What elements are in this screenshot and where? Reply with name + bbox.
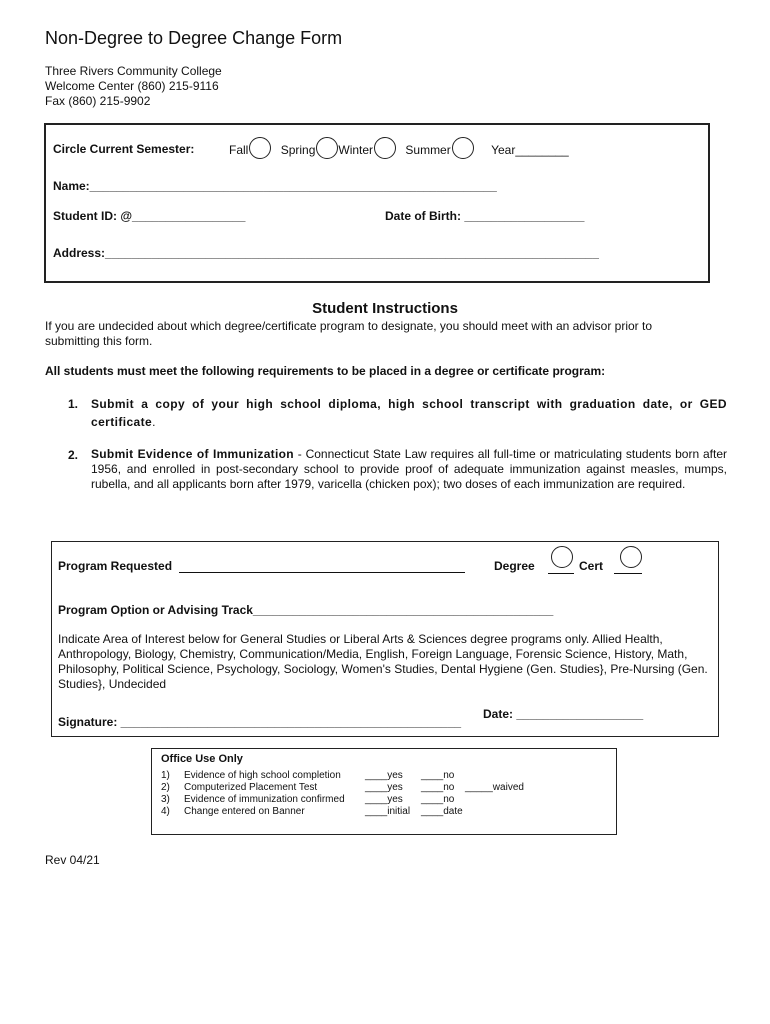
area-of-interest-text: Indicate Area of Interest below for General Studies or Liberal Arts & Sciences degree programs only. Allied Health, Anthropology, Biology, Chemistry, Communication/Media, English, Foreign Language, Forensic Science, History, Math, Philosophy, Political Science, Psychology, Sociology, Women's Studies, Dental Hygiene (Gen. Studies}, Pre-Nursing (Gen. Studies}, Undecided (58, 632, 708, 691)
fax-number: Fax (860) 215-9902 (45, 94, 151, 108)
item1-number: 1. (68, 397, 79, 411)
address-field[interactable]: Address:__________________________________________________________________________ (53, 246, 599, 260)
office-use-box (151, 748, 617, 835)
program-requested-label: Program Requested (58, 559, 173, 573)
program-option-field[interactable]: Program Option or Advising Track_____________________________________________ (58, 603, 554, 617)
form-title: Non-Degree to Degree Change Form (45, 28, 343, 48)
office-num-4: 4) (161, 806, 170, 817)
cert-circle[interactable] (620, 546, 642, 568)
cert-option[interactable] (614, 544, 642, 574)
office-initial-4[interactable]: ____initial (365, 806, 411, 817)
office-no-3[interactable]: ____no (421, 794, 455, 805)
office-yes-2[interactable]: ____yes (365, 782, 403, 793)
office-num-2: 2) (161, 782, 170, 793)
name-field[interactable]: Name:_____________________________________________________________ (53, 179, 497, 193)
office-use-title: Office Use Only (161, 753, 243, 765)
program-requested-line[interactable] (179, 559, 465, 573)
office-yes-1[interactable]: ____yes (365, 770, 403, 781)
office-label-1: Evidence of high school completion (184, 770, 341, 781)
spring-circle[interactable] (316, 137, 338, 159)
revision-date: Rev 04/21 (45, 853, 100, 867)
office-no-1[interactable]: ____no (421, 770, 455, 781)
summer-circle[interactable] (452, 137, 474, 159)
degree-circle[interactable] (551, 546, 573, 568)
requirements-heading: All students must meet the following requirements to be placed in a degree or certificate program: (45, 364, 606, 378)
office-num-3: 3) (161, 794, 170, 805)
instructions-title: Student Instructions (312, 300, 458, 317)
office-date-4[interactable]: ____date (421, 806, 463, 817)
item2-bold: Submit Evidence of Immunization (91, 447, 294, 461)
office-label-3: Evidence of immunization confirmed (184, 794, 345, 805)
program-box (51, 541, 719, 737)
item2-text: - Connecticut State Law requires all full-time or matriculating students born after 1956, and enrolled in post-secondary school to provide proof of adequate immunization against measles, mumps, rubella, and all applicants born after 1979, varicella (chicken pox); two doses of each immunization are required. (91, 447, 727, 491)
spring-label: Spring (280, 143, 316, 157)
office-waived-2[interactable]: _____waived (465, 782, 524, 793)
item1-period: . (152, 415, 156, 429)
signature-field[interactable]: Signature: ___________________________________________________ (58, 715, 462, 729)
date-of-birth-field[interactable]: Date of Birth: __________________ (385, 209, 585, 223)
year-field[interactable]: Year________ (491, 143, 569, 157)
welcome-center-phone: Welcome Center (860) 215-9116 (45, 79, 219, 93)
program-date-field[interactable]: Date: ___________________ (483, 707, 644, 721)
student-id-field[interactable]: Student ID: @_________________ (53, 209, 246, 223)
summer-label: Summer (405, 143, 451, 157)
college-name: Three Rivers Community College (45, 64, 222, 78)
fall-label: Fall (229, 143, 249, 157)
instructions-intro: If you are undecided about which degree/certificate program to designate, you should meet with an advisor prior to submitting this form. (45, 319, 653, 348)
office-label-2: Computerized Placement Test (184, 782, 318, 793)
office-label-4: Change entered on Banner (184, 806, 305, 817)
degree-label: Degree (494, 559, 535, 573)
cert-label: Cert (579, 559, 604, 573)
semester-label: Circle Current Semester: (53, 142, 195, 156)
winter-circle[interactable] (374, 137, 396, 159)
office-no-2[interactable]: ____no (421, 782, 455, 793)
item2-number: 2. (68, 448, 79, 462)
requirement-immunization (91, 447, 727, 492)
item1-text: Submit a copy of your high school diploma, high school transcript with graduation date, or GED certificate (91, 397, 727, 429)
semester-options (229, 137, 569, 159)
fall-circle[interactable] (249, 137, 271, 159)
requirement-diploma (91, 395, 727, 431)
winter-label: Winter (338, 143, 374, 157)
degree-option[interactable] (548, 544, 574, 574)
student-info-box (44, 123, 710, 283)
office-num-1: 1) (161, 770, 170, 781)
office-yes-3[interactable]: ____yes (365, 794, 403, 805)
